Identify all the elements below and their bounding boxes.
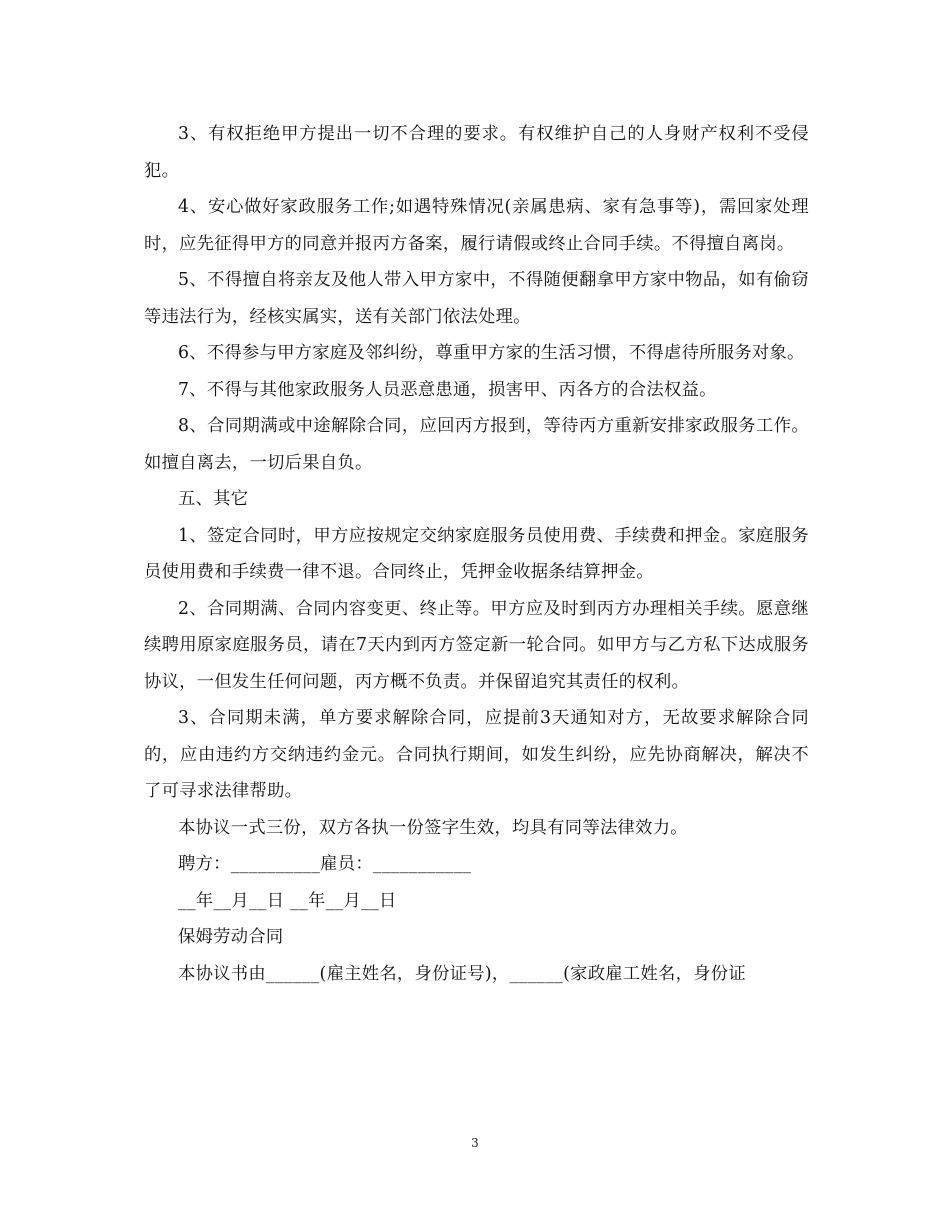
contract-title: 保姆劳动合同 bbox=[178, 927, 284, 947]
clause-4-duties: 4、安心做好家政服务工作;如遇特殊情况(亲属患病、家有急事等)，需回家处理时，应先征得甲方的同意并报丙方备案，履行请假或终止合同手续。不得擅自离岗。 bbox=[144, 197, 809, 254]
signature-line: 聘方：__________雇员：___________ bbox=[178, 854, 472, 874]
document-body bbox=[144, 116, 809, 992]
date-line: __年__月__日 __年__月__日 bbox=[178, 890, 397, 911]
clause-7-collusion: 7、不得与其他家政服务人员恶意患通，损害甲、丙各方的合法权益。 bbox=[178, 379, 717, 400]
clause-6-family-disputes: 6、不得参与甲方家庭及邻纠纷，尊重甲方家的生活习惯，不得虐待所服务对象。 bbox=[178, 343, 805, 363]
other-clause-2-renewal: 2、合同期满、合同内容变更、终止等。甲方应及时到丙方办理相关手续。愿意继续聘用原家庭服务员，请在7天内到丙方签定新一轮合同。如甲方与乙方私下达成服务协议，一但发生任何问题，丙方概不负责。并保留追究其责任的权利。 bbox=[144, 598, 809, 692]
contract-intro: 本协议书由______(雇主姓名，身份证号)，______(家政雇工姓名，身份证 bbox=[178, 963, 746, 984]
clause-5-prohibitions: 5、不得擅自将亲友及他人带入甲方家中，不得随便翻拿甲方家中物品，如有偷窃等违法行为，经核实属实，送有关部门依法处理。 bbox=[144, 270, 809, 327]
page-number: 3 bbox=[471, 1136, 479, 1150]
other-clause-3-early-termination: 3、合同期未满，单方要求解除合同，应提前3天通知对方，无故要求解除合同的，应由违约方交纳违约金元。合同执行期间，如发生纠纷，应先协商解决，解决不了可寻求法律帮助。 bbox=[144, 708, 809, 801]
section-heading-other: 五、其它 bbox=[178, 489, 249, 509]
other-clause-1-fees: 1、签定合同时，甲方应按规定交纳家庭服务员使用费、手续费和押金。家庭服务员使用费和手续费一律不退。合同终止，凭押金收据条结算押金。 bbox=[144, 525, 809, 582]
agreement-copies-statement: 本协议一式三份，双方各执一份签字生效，均具有同等法律效力。 bbox=[178, 817, 688, 838]
clause-3-rights: 3、有权拒绝甲方提出一切不合理的要求。有权维护自己的人身财产权利不受侵犯。 bbox=[144, 124, 809, 181]
clause-8-termination: 8、合同期满或中途解除合同，应回丙方报到，等待丙方重新安排家政服务工作。如擅自离去，一切后果自负。 bbox=[144, 416, 809, 473]
